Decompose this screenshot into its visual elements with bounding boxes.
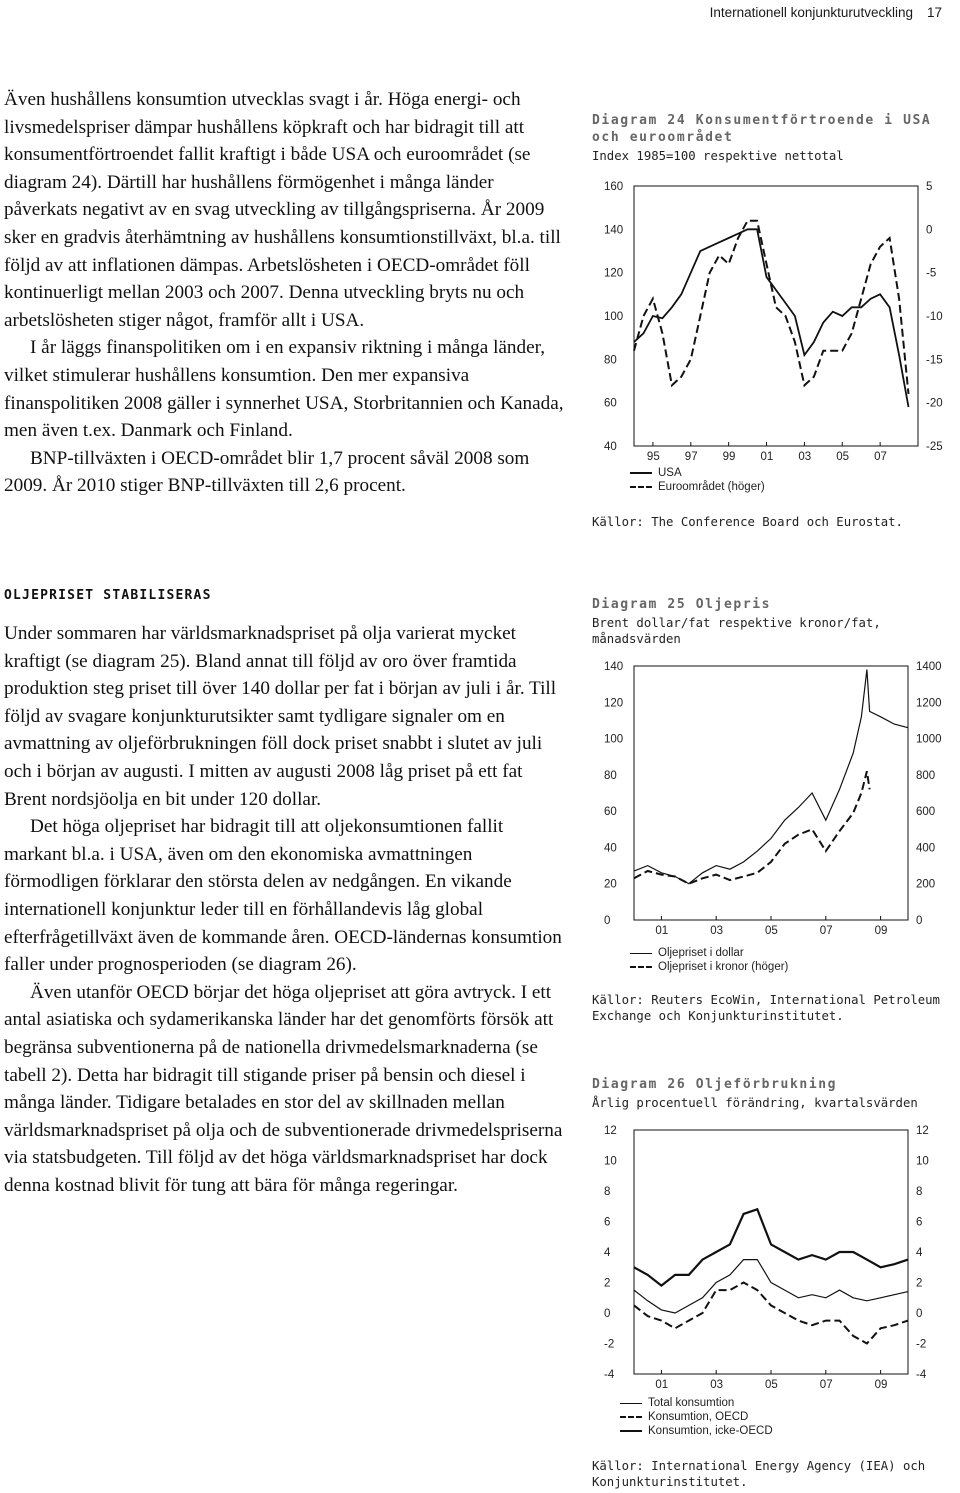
x-tick-label: 01 [760,451,774,463]
y-tick-label-left: -2 [604,1338,615,1351]
diagram-26-header [592,1076,958,1111]
x-tick-label: 97 [684,451,698,463]
legend-swatch [620,1430,642,1432]
diagram-25-chart [588,656,960,946]
paragraph: BNP-tillväxten i OECD-området blir 1,7 procent såväl 2008 som 2009. År 2010 stiger BNP-tillväxten till 2,6 procent. [4,447,530,497]
legend-label: Oljepriset i dollar [658,947,744,959]
x-tick-label: 05 [765,1379,778,1391]
series-line [634,771,870,884]
legend-label: Oljepriset i kronor (höger) [658,961,789,973]
diagram-24-legend [630,466,765,494]
y-tick-label-left: 8 [604,1186,611,1198]
diagram-subtitle: Brent dollar/fat respektive kronor/fat, månadsvärden [592,616,881,646]
x-tick-label: 09 [874,925,888,937]
x-tick-label: 07 [819,1379,833,1391]
series-line [634,221,909,394]
diagram-26-chart [588,1118,960,1394]
paragraph: Under sommaren har världsmarknadspriset på olja varierat mycket kraftigt (se diagram 25). Bland annat till följd av oro över framtida produktion steg priset till över 140 dollar per fat i början av juli i år. Till följd av svagare konjunkturutsikter samt tydligare signaler om en avmattning av oljeförbrukningen föll dock priset snabbt i slutet av juli och i början av augusti. I mitten av augusti 2008 låg priset på ett fat Brent nordsjöolja en bit under 120 dollar. [4,623,557,810]
diagram-24-chart [588,170,960,466]
y-tick-label-right: 0 [916,915,923,927]
y-tick-label-right: 800 [916,769,936,782]
x-tick-label: 07 [819,925,833,937]
y-tick-label-left: 6 [604,1216,611,1229]
legend-swatch [630,472,652,474]
legend-label: Konsumtion, icke-OECD [648,1425,773,1437]
y-tick-label-right: 0 [916,1308,923,1320]
x-tick-label: 05 [765,925,778,937]
x-tick-label: 09 [874,1379,888,1391]
legend-item [630,466,765,480]
paragraph: Det höga oljepriset har bidragit till att oljekonsumtionen fallit markant bl.a. i USA, även om den ekonomiska avmattningen förmodligen förklarar den största delen av nedgången. En vikande internationell konjunktur leder till en förhållandevis låg global efterfrågetillväxt även de kommande åren. OECD-ländernas konsumtion faller under prognosperioden (se diagram 26). [4,816,562,976]
legend-label: Total konsumtion [648,1397,735,1409]
y-tick-label-right: 1200 [916,697,942,710]
y-tick-label-left: 12 [604,1125,617,1137]
y-tick-label-right: 2 [916,1277,923,1290]
y-tick-label-left: 160 [604,181,624,193]
legend-swatch [620,1403,642,1404]
diagram-subtitle: Index 1985=100 respektive nettotal [592,149,844,163]
page-number: 17 [926,4,942,20]
diagram-subtitle: Årlig procentuell förändring, kvartalsvärden [592,1096,918,1110]
diagram-source: Källor: Reuters EcoWin, International Petroleum Exchange och Konjunkturinstitutet. [592,993,940,1023]
y-tick-label-left: 100 [604,733,624,746]
diagram-source: Källor: The Conference Board och Eurostat. [592,515,903,529]
y-tick-label-right: 600 [916,806,936,819]
y-tick-label-right: 8 [916,1186,923,1198]
legend-swatch [630,953,652,954]
plot-frame [634,1130,908,1374]
y-tick-label-right: 6 [916,1216,923,1229]
x-tick-label: 05 [836,451,850,463]
x-tick-label: 01 [655,1379,669,1391]
x-tick-label: 95 [646,451,660,463]
y-tick-label-right: 400 [916,842,936,855]
diagram-title: Diagram 25 Oljepris [592,597,772,612]
paragraph: Även utanför OECD börjar det höga oljepriset att göra avtryck. I ett antal asiatiska och sydamerikanska länder har det genomförts försök att begränsa subventionerna på de nationella drivmedelsmarknaderna (se tabell 2). Detta har bidragit till stigande priser på bensin och diesel i många länder. Tidigare betalades en stor del av skillnaden mellan världsmarknadspriset på olja och de subventionerade drivmedelspriserna via statsbudgeten. Till följd av det höga världsmarknadspriset har dock denna kostnad blivit för tung att bära för många regeringar. [4,981,563,1196]
y-tick-label-right: -10 [926,311,943,323]
y-tick-label-right: -20 [926,397,943,410]
diagram-24-header [592,112,958,164]
x-tick-label: 03 [710,1379,723,1391]
legend-swatch [620,1416,642,1418]
y-tick-label-left: 80 [604,769,617,782]
y-tick-label-left: 60 [604,806,617,819]
y-tick-label-left: 120 [604,267,624,280]
y-tick-label-left: 140 [604,224,624,237]
legend-item [630,960,788,974]
y-tick-label-left: 4 [604,1247,611,1259]
plot-frame [634,666,908,920]
y-tick-label-left: 0 [604,915,611,927]
legend-label: Euroområdet (höger) [658,481,765,493]
y-tick-label-right: 12 [916,1125,929,1137]
y-tick-label-right: 10 [916,1155,929,1168]
y-tick-label-right: 200 [916,878,936,891]
diagram-title: Diagram 24 Konsumentförtroende i USA och euroområdet [592,113,932,145]
y-tick-label-right: 5 [926,181,933,193]
legend-item [630,946,788,960]
legend-swatch [630,486,652,488]
legend-label: Konsumtion, OECD [648,1411,749,1423]
y-tick-label-right: -25 [926,441,943,453]
section-heading: OLJEPRISET STABILISERAS [4,588,212,603]
x-tick-label: 99 [722,451,736,463]
paragraph: Även hushållens konsumtion utvecklas svagt i år. Höga energi- och livsmedelspriser dämpar hushållens köpkraft och har bidragit till att konsumentförtroendet fallit kraftigt i både USA och euroområdet (se diagram 24). Därtill har hushållens förmögenhet i många länder påverkats negativt av en svag utveckling av tillgångspriserna. År 2009 sker en gradvis återhämtning av hushållens konsumtionstillväxt, bl.a. till följd av att inflationen dämpas. Arbetslösheten i OECD-området föll kontinuerligt mellan 2003 och 2007. Denna utveckling bryts nu och arbetslösheten stiger något, framför allt i USA. [4,89,561,331]
y-tick-label-right: 0 [926,224,933,237]
legend-item [620,1396,773,1410]
header-section: Internationell konjunkturutveckling [709,4,913,20]
y-tick-label-left: 80 [604,354,617,367]
diagram-source: Källor: International Energy Agency (IEA) och Konjunkturinstitutet. [592,1459,926,1489]
y-tick-label-right: 4 [916,1247,923,1259]
y-tick-label-right: 1000 [916,733,942,746]
legend-item [620,1410,773,1424]
paragraph: I år läggs finanspolitiken om i en expansiv riktning i många länder, vilket stimulerar hushållens konsumtion. Den mer expansiva finanspolitiken 2008 gäller i synnerhet USA, Storbritannien och Kanada, men även t.ex. Danmark och Finland. [4,337,564,442]
x-tick-label: 07 [874,451,887,463]
diagram-title: Diagram 26 Oljeförbrukning [592,1077,838,1092]
y-tick-label-left: 120 [604,697,624,710]
legend-swatch [630,966,652,968]
page-header [710,0,942,24]
y-tick-label-right: -4 [916,1369,927,1381]
text-block-1 [4,86,566,500]
y-tick-label-left: 2 [604,1277,611,1290]
y-tick-label-left: 40 [604,842,617,855]
y-tick-label-right: -15 [926,354,943,367]
legend-label: USA [658,467,682,479]
diagram-26-legend [620,1396,773,1438]
x-tick-label: 01 [655,925,669,937]
legend-item [620,1424,773,1438]
y-tick-label-left: 140 [604,661,624,673]
series-line [634,1209,908,1285]
y-tick-label-left: 40 [604,441,617,453]
x-tick-label: 03 [710,925,723,937]
y-tick-label-right: -2 [916,1338,927,1351]
y-tick-label-left: 60 [604,397,617,410]
y-tick-label-left: 20 [604,878,617,891]
legend-item [630,480,765,494]
y-tick-label-left: -4 [604,1369,615,1381]
x-tick-label: 03 [798,451,812,463]
y-tick-label-right: -5 [926,267,937,280]
y-tick-label-left: 0 [604,1308,611,1320]
y-tick-label-left: 100 [604,311,624,323]
y-tick-label-left: 10 [604,1155,617,1168]
plot-frame [634,186,918,446]
text-block-2 [4,620,566,1199]
diagram-25-legend [630,946,788,974]
series-line [634,229,909,407]
diagram-25-header [592,596,958,647]
y-tick-label-right: 1400 [916,661,942,673]
